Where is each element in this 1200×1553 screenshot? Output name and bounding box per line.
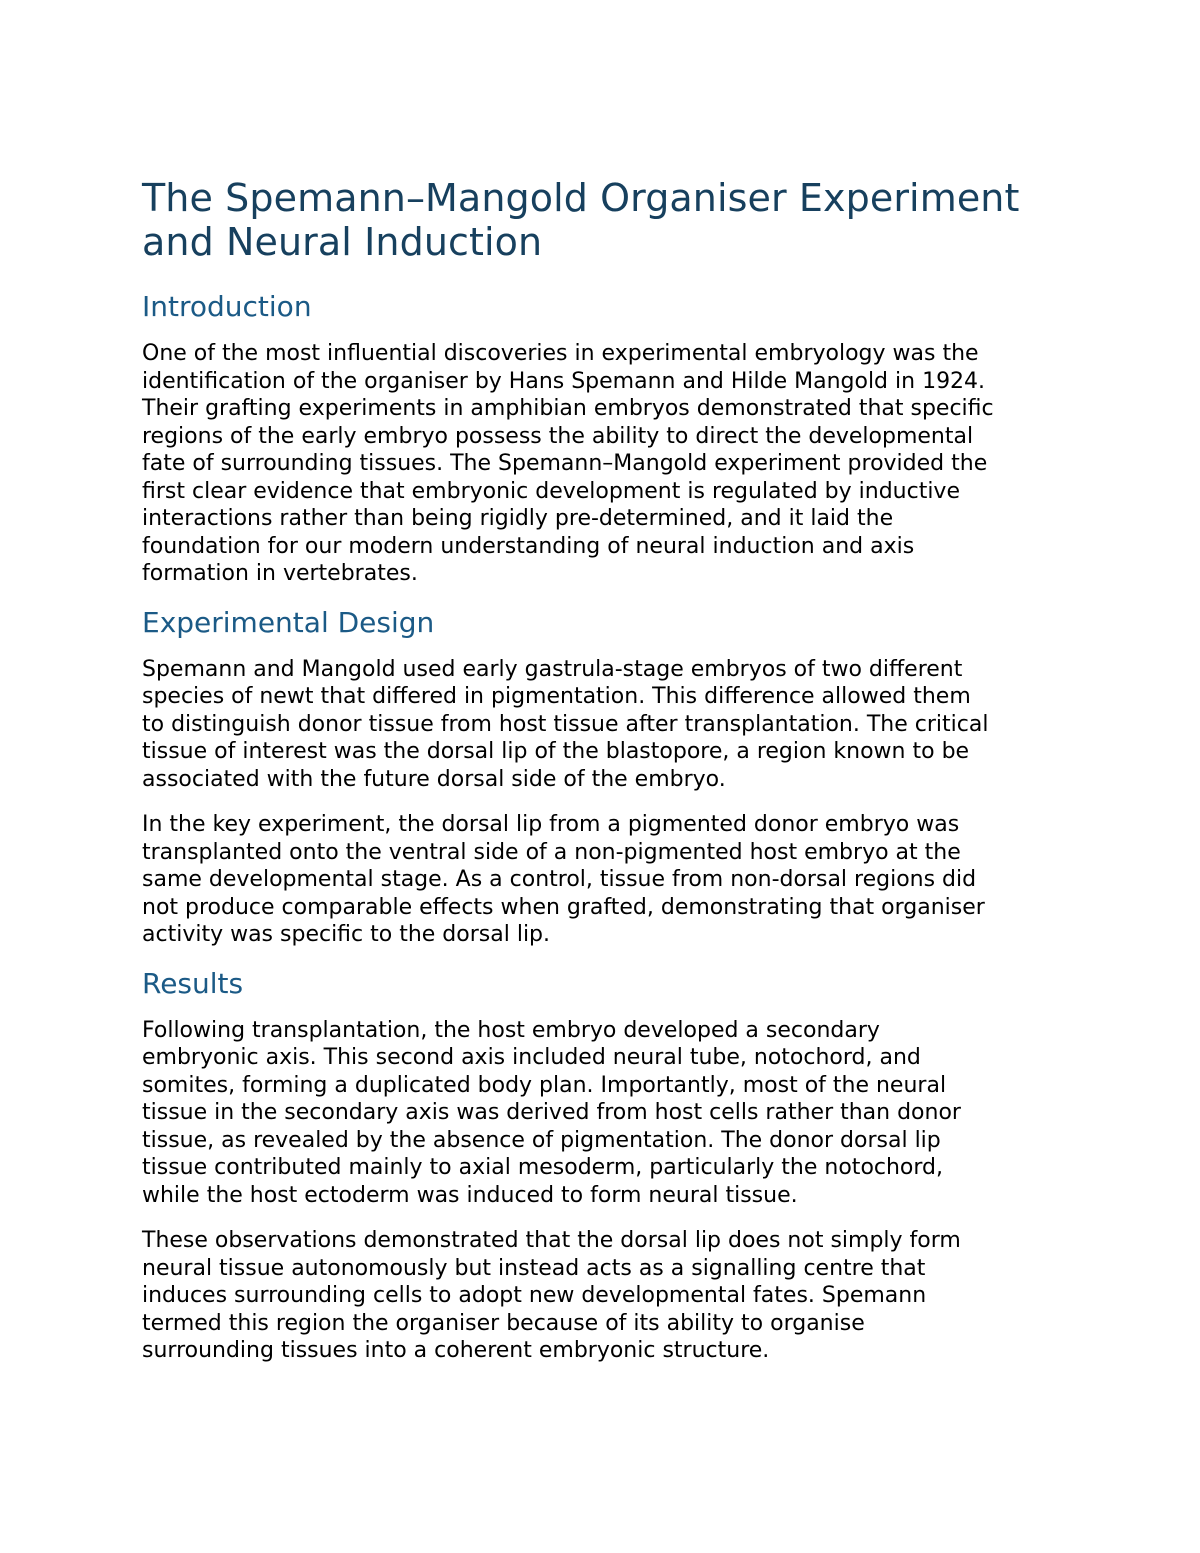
paragraph: In the key experiment, the dorsal lip from a pigmented donor embryo was transplanted onto the ventral side of a non-pigmented host embryo at the same developmental stage. As a control, tissue from non-dorsal regions did not produce comparable effects when grafted, demonstrating that organiser activity was specific to the dorsal lip.: [142, 812, 985, 947]
document-page: [142, 176, 1062, 1383]
paragraph: These observations demonstrated that the dorsal lip does not simply form neural tissue autonomously but instead acts as a signalling centre that induces surrounding cells to adopt new developmental fates. Spemann termed this region the organiser because of its ability to organise surrounding tissues into a coherent embryonic structure.: [142, 1228, 961, 1363]
paragraph: Spemann and Mangold used early gastrula-stage embryos of two different species of newt that differed in pigmentation. This difference allowed them to distinguish donor tissue from host tissue after transplantation. The critical tissue of interest was the dorsal lip of the blastopore, a region known to be associated with the future dorsal side of the embryo.: [142, 656, 989, 792]
section-heading-experimental-design: Experimental Design: [142, 605, 435, 639]
section-experimental-design: [142, 606, 1062, 949]
paragraph: Following transplantation, the host embryo developed a secondary embryonic axis. This second axis included neural tube, notochord, and somites, forming a duplicated body plan. Importantly, most of the neural tissue in the secondary axis was derived from host cells rather than donor tissue, as revealed by the absence of pigmentation. The donor dorsal lip tissue contributed mainly to axial mesoderm, particularly the notochord, while the host ectoderm was induced to form neural tissue.: [142, 1017, 961, 1208]
section-heading-results: Results: [142, 966, 244, 1000]
section-results: [142, 967, 1062, 1365]
section-heading-introduction: Introduction: [142, 290, 312, 323]
paragraph: One of the most influential discoveries in experimental embryology was the identification of the organiser by Hans Spemann and Hilde Mangold in 1924. Their grafting experiments in amphibian embryos demonstrated that specific regions of the early embryo possess the ability to direct the developmental fate of surrounding tissues. The Spemann–Mangold experiment provided the first clear evidence that embryonic development is regulated by inductive interactions rather than being rigidly pre-determined, and it laid the foundation for our modern understanding of neural induction and axis formation in vertebrates.: [142, 341, 994, 586]
document-title: The Spemann–Mangold Organiser Experiment and Neural Induction: [142, 176, 1020, 264]
section-introduction: [142, 290, 1062, 588]
